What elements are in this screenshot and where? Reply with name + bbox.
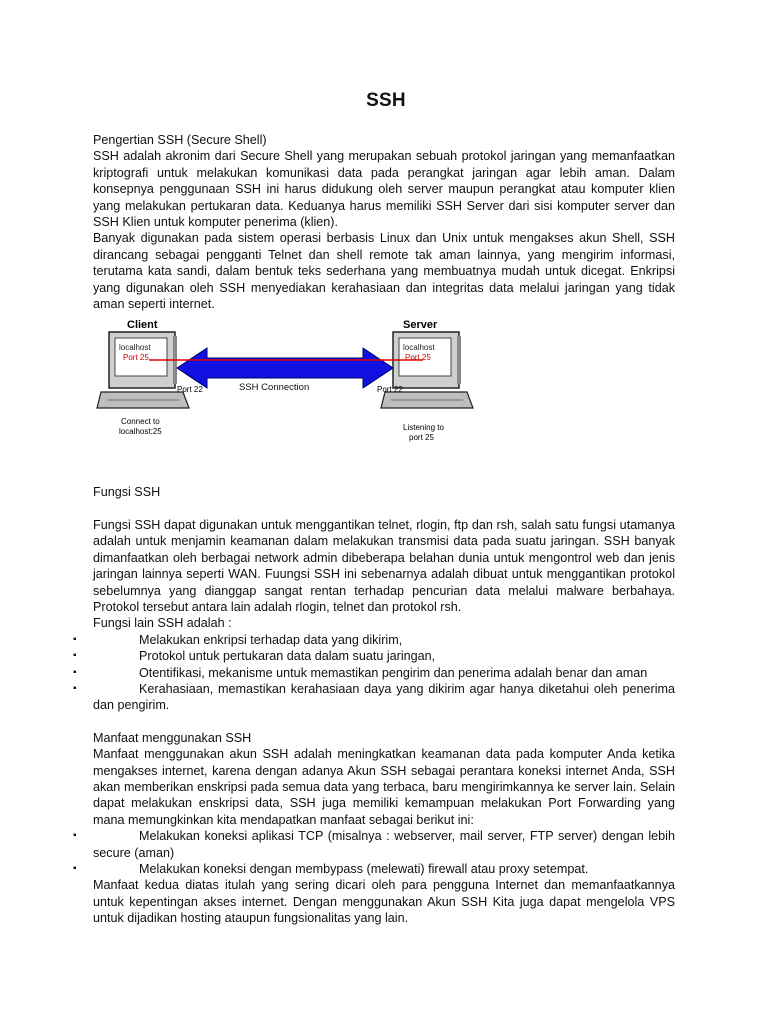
fungsi-list-intro: Fungsi lain SSH adalah : <box>93 616 232 631</box>
list-item-text: Kerahasiaan, memastikan kerahasiaan daya yang dikirim agar hanya diketahui oleh penerima dan pengirim. <box>93 681 675 713</box>
server-screen-line2: Port 25 <box>405 353 431 363</box>
section-heading-pengertian: Pengertian SSH (Secure Shell) <box>93 133 267 147</box>
ssh-diagram <box>93 318 675 458</box>
list-item <box>73 861 675 877</box>
section-heading-fungsi: Fungsi SSH <box>93 485 161 500</box>
section-heading-manfaat: Manfaat menggunakan SSH <box>93 730 252 745</box>
list-item-text: Otentifikasi, mekanisme untuk memastikan pengirim dan penerima adalah benar dan aman <box>139 665 648 680</box>
list-item <box>73 648 675 664</box>
client-screen-line2: Port 25 <box>123 353 149 363</box>
server-port-label: Port 22 <box>377 385 403 395</box>
paragraph-fungsi: Fungsi SSH dapat digunakan untuk menggantikan telnet, rlogin, ftp dan rsh, salah satu fungsi utamanya adalah untuk menjamin keamanan dalam melakukan transmisi data pada suatu jaringan. SSH banyak dimanfaatkan oleh berbagai network admin dibeberapa belahan dunia untuk mengontrol web dan jenis jaringan lainnya seperti WAN. Fuungsi SSH ini sebenarnya adalah dibuat untuk menggantikan protokol sebelumnya yang dianggap sangat rentan terhadap pencurian data melalui malware berbahaya. Protokol tersebut antara lain adalah rlogin, telnet dan protokol rsh. <box>93 517 675 614</box>
bullet-icon: ▪ <box>73 633 77 645</box>
client-caption-line2: localhost:25 <box>119 427 162 437</box>
client-label: Client <box>127 319 158 332</box>
client-screen-line1: localhost <box>119 343 151 353</box>
ssh-connection-label: SSH Connection <box>239 382 310 394</box>
client-caption-line1: Connect to <box>121 417 160 427</box>
list-item-text: Melakukan koneksi dengan membypass (melewati) firewall atau proxy setempat. <box>139 862 589 876</box>
list-item <box>73 681 675 714</box>
list-item <box>73 828 675 861</box>
paragraph-manfaat-closing: Manfaat kedua diatas itulah yang sering dicari oleh para pengguna Internet dan memanfaatkannya untuk kepentingan akses internet. Dengan menggunakan Akun SSH Kita juga dapat mengelola VPS untuk dijadikan hosting ataupun fungsionalitas yang lain. <box>93 878 675 926</box>
list-item-text: Melakukan koneksi aplikasi TCP (misalnya : webserver, mail server, FTP server) dengan lebih secure (aman) <box>93 829 675 860</box>
manfaat-list <box>73 828 675 877</box>
bullet-icon: ▪ <box>73 830 77 842</box>
document-page <box>73 90 675 927</box>
server-caption-line1: Listening to <box>403 423 444 433</box>
bullet-icon: ▪ <box>73 682 77 694</box>
page-title: SSH <box>366 90 406 111</box>
fungsi-list <box>73 632 675 714</box>
list-item-text: Protokol untuk pertukaran data dalam suatu jaringan, <box>139 649 436 664</box>
paragraph-pengertian-1: SSH adalah akronim dari Secure Shell yang merupakan sebuah protokol jaringan yang memanfaatkan kriptografi untuk melakukan komunikasi data pada perangkat jaringan agar lebih aman. Dalam konsepnya penggunaan SSH ini harus didukung oleh server maupun perangkat atau komputer klien yang melakukan pertukaran data. Keduanya harus memiliki SSH Server dari sisi komputer server dan SSH Klien untuk komputer penerima (klien). <box>93 149 675 230</box>
server-label: Server <box>403 319 438 332</box>
paragraph-pengertian-2: Banyak digunakan pada sistem operasi berbasis Linux dan Unix untuk mengakses akun Shell, SSH dirancang sebagai pengganti Telnet dan shell remote tak aman lainnya, yang mengirim informasi, terutama kata sandi, dalam bentuk teks sederhana yang membuatnya mudah untuk dicegat. Enkripsi yang digunakan oleh SSH menyediakan kerahasiaan dan integritas data melalui jaringan yang tidak aman seperti internet. <box>93 231 675 312</box>
bullet-icon: ▪ <box>73 666 77 678</box>
paragraph-manfaat: Manfaat menggunakan akun SSH adalah meningkatkan keamanan data pada komputer Anda ketika mengakses internet, karena dengan adanya Akun SSH sebagai perantara koneksi internet Anda, SSH akan memberikan enskripsi pada semua data yang terbaca, baru mengirimkannya ke server lain. Selain dapat melakukan enskripsi data, SSH juga memiliki kemampuan melakukan Port Forwarding yang mana memungkinkan kita mendapatkan manfaat sebagai berikut ini: <box>93 747 675 827</box>
list-item <box>73 665 675 681</box>
bullet-icon: ▪ <box>73 650 77 662</box>
list-item <box>73 632 675 648</box>
server-screen-line1: localhost <box>403 343 435 353</box>
client-port-label: Port 22 <box>177 385 203 395</box>
bullet-icon: ▪ <box>73 863 77 874</box>
ssh-diagram-graphic <box>93 318 675 458</box>
server-caption-line2: port 25 <box>409 433 434 443</box>
list-item-text: Melakukan enkripsi terhadap data yang dikirim, <box>139 632 403 647</box>
